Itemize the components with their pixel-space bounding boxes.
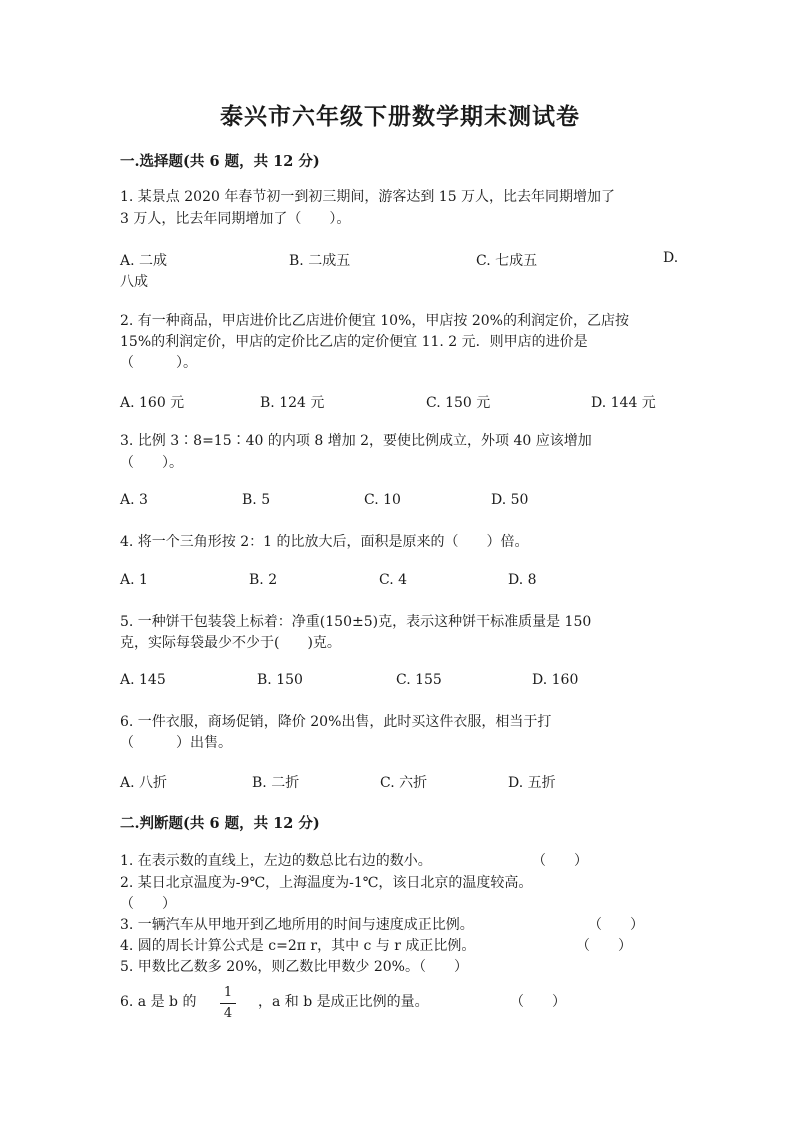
q3-option-c: C. 10 bbox=[364, 492, 401, 508]
q6-option-b: B. 二折 bbox=[252, 775, 300, 791]
q4-option-b: B. 2 bbox=[249, 572, 278, 588]
q2-option-b: B. 124 元 bbox=[260, 395, 325, 411]
tf-item-1-answer-blank[interactable]: （ ） bbox=[532, 853, 588, 869]
q5-option-b: B. 150 bbox=[257, 672, 303, 688]
question-5-line-2: 克，实际每袋最少不少于( )克。 bbox=[120, 635, 341, 651]
q4-option-c: C. 4 bbox=[379, 572, 408, 588]
q4-option-d: D. 8 bbox=[508, 572, 537, 588]
tf-item-1: 1. 在表示数的直线上，左边的数总比右边的数小。 bbox=[120, 853, 432, 869]
q3-option-b: B. 5 bbox=[242, 492, 271, 508]
q1-option-d-text: 八成 bbox=[120, 274, 148, 290]
tf-item-2: 2. 某日北京温度为-9℃，上海温度为-1℃，该日北京的温度较高。 bbox=[120, 875, 533, 891]
q2-option-d: D. 144 元 bbox=[591, 395, 656, 411]
tf-item-6-prefix: 6. a 是 b 的 bbox=[120, 994, 197, 1010]
question-3-line-2: （ ）。 bbox=[120, 455, 183, 471]
tf-item-4: 4. 圆的周长计算公式是 c=2π r，其中 c 与 r 成正比例。 bbox=[120, 938, 476, 954]
tf-item-3-answer-blank[interactable]: （ ） bbox=[588, 917, 644, 933]
q6-option-a: A. 八折 bbox=[120, 775, 168, 791]
question-2-line-3: （ ）。 bbox=[120, 355, 197, 371]
tf-item-4-answer-blank[interactable]: （ ） bbox=[576, 938, 632, 954]
question-1-line-2: 3 万人，比去年同期增加了（ ）。 bbox=[120, 211, 351, 227]
question-2-line-2: 15%的利润定价，甲店的定价比乙店的定价便宜 11. 2 元．则甲店的进价是 bbox=[120, 334, 588, 350]
fraction-one-quarter bbox=[218, 985, 238, 1022]
question-4-line-1: 4. 将一个三角形按 2：1 的比放大后，面积是原来的（ ）倍。 bbox=[120, 534, 529, 550]
question-2-line-1: 2. 有一种商品，甲店进价比乙店进价便宜 10%，甲店按 20%的利润定价，乙店按 bbox=[120, 313, 629, 329]
q6-option-c: C. 六折 bbox=[380, 775, 428, 791]
fraction-bar bbox=[220, 1003, 236, 1004]
q2-option-a: A. 160 元 bbox=[120, 395, 185, 411]
q1-option-c: C. 七成五 bbox=[476, 253, 538, 269]
tf-item-6-answer-blank[interactable]: （ ） bbox=[510, 994, 566, 1010]
q3-option-d: D. 50 bbox=[491, 492, 529, 508]
tf-item-6-suffix: ，a 和 b 是成正比例的量。 bbox=[258, 994, 429, 1010]
tf-item-2-answer-blank[interactable]: （ ） bbox=[120, 896, 176, 912]
q5-option-a: A. 145 bbox=[120, 672, 166, 688]
fraction-numerator: 1 bbox=[223, 985, 233, 1000]
tf-item-5: 5. 甲数比乙数多 20%，则乙数比甲数少 20%。（ ） bbox=[120, 959, 468, 975]
q1-option-d-letter: D. bbox=[663, 250, 679, 266]
question-1-line-1: 1. 某景点 2020 年春节初一到初三期间，游客达到 15 万人，比去年同期增加了 bbox=[120, 189, 616, 205]
section-heading-choice: 一.选择题(共 6 题，共 12 分) bbox=[120, 153, 320, 170]
question-6-line-1: 6. 一件衣服，商场促销，降价 20%出售，此时买这件衣服，相当于打 bbox=[120, 714, 552, 730]
q2-option-c: C. 150 元 bbox=[426, 395, 491, 411]
question-6-line-2: （ ）出售。 bbox=[120, 735, 232, 751]
q6-option-d: D. 五折 bbox=[508, 775, 556, 791]
section-heading-true-false: 二.判断题(共 6 题，共 12 分) bbox=[120, 815, 320, 832]
question-5-line-1: 5. 一种饼干包装袋上标着：净重(150±5)克，表示这种饼干标准质量是 150 bbox=[120, 614, 592, 630]
q1-option-a: A. 二成 bbox=[120, 253, 168, 269]
fraction-denominator: 4 bbox=[223, 1006, 233, 1021]
q3-option-a: A. 3 bbox=[120, 492, 148, 508]
q4-option-a: A. 1 bbox=[120, 572, 148, 588]
q5-option-c: C. 155 bbox=[396, 672, 442, 688]
tf-item-3: 3. 一辆汽车从甲地开到乙地所用的时间与速度成正比例。 bbox=[120, 917, 474, 933]
page-title: 泰兴市六年级下册数学期末测试卷 bbox=[220, 103, 580, 130]
q5-option-d: D. 160 bbox=[532, 672, 579, 688]
q1-option-b: B. 二成五 bbox=[289, 253, 351, 269]
question-3-line-1: 3. 比例 3∶8=15∶40 的内项 8 增加 2，要使比例成立，外项 40 应该增加 bbox=[120, 433, 592, 449]
